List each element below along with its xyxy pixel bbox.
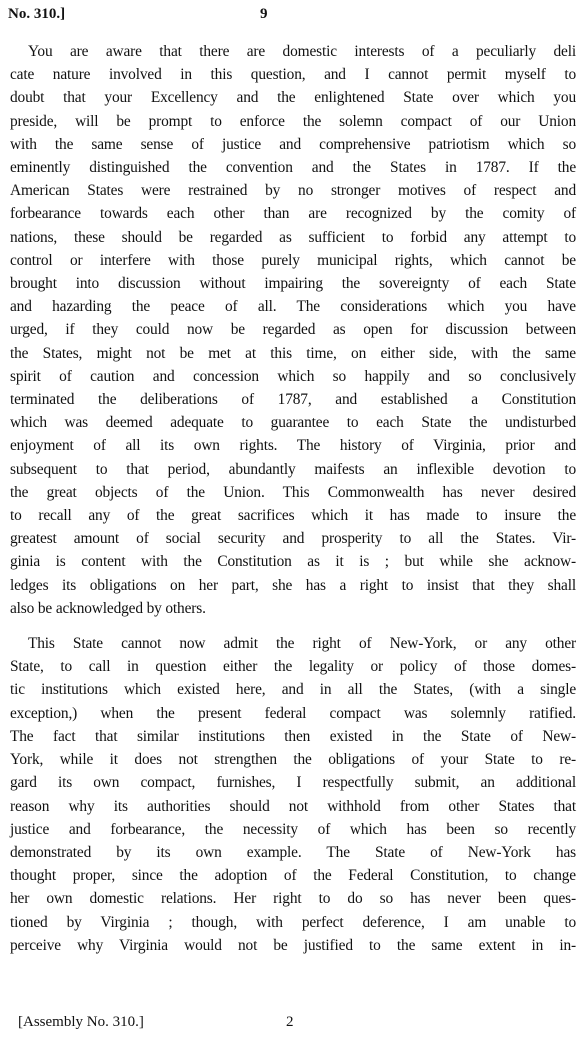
text-line: control or interfere with those purely municipal rights, which cannot be bbox=[10, 251, 576, 269]
signature-number: 2 bbox=[286, 1014, 294, 1030]
text-line: also be acknowledged by others. bbox=[10, 599, 206, 617]
text-line: cate nature involved in this question, and I cannot permit myself to bbox=[10, 66, 576, 84]
text-line: exception,) when the present federal compact was solemnly ratified. bbox=[10, 704, 576, 722]
page-footer bbox=[18, 1014, 418, 1038]
text-line: perceive why Virginia would not be justified to the same extent in in- bbox=[10, 936, 576, 954]
text-line: ginia is content with the Constitution as it is ; but while she acknow- bbox=[10, 553, 576, 571]
text-line: terminated the deliberations of 1787, and established a Constitution bbox=[10, 391, 576, 409]
text-line: greatest amount of social security and prosperity to all the States. Vir- bbox=[10, 530, 576, 548]
text-line: nations, these should be regarded as sufficient to forbid any attempt to bbox=[10, 228, 576, 246]
paragraph-2 bbox=[10, 632, 576, 957]
text-line: gard its own compact, furnishes, I respectfully submit, an additional bbox=[10, 774, 576, 792]
text-line: tic institutions which existed here, and in all the States, (with a single bbox=[10, 681, 576, 699]
text-line: and hazarding the peace of all. The considerations which you have bbox=[10, 298, 576, 316]
text-line: York, while it does not strengthen the obligations of your State to re- bbox=[10, 751, 576, 769]
text-line: which was deemed adequate to guarantee to each State the undisturbed bbox=[10, 414, 576, 432]
page-number: 9 bbox=[260, 6, 268, 22]
text-line: her own domestic relations. Her right to do so has never been ques- bbox=[10, 890, 576, 908]
text-line: with the same sense of justice and comprehensive patriotism which so bbox=[10, 135, 576, 153]
paragraph-1 bbox=[10, 40, 576, 620]
document-number: No. 310.] bbox=[8, 6, 66, 22]
text-line: You are aware that there are domestic interests of a peculiarly deli bbox=[28, 43, 576, 60]
text-line: the States, might not be met at this time, on either side, with the same bbox=[10, 344, 576, 362]
body-text bbox=[10, 40, 576, 957]
text-line: brought into discussion without impairing the sovereignty of each State bbox=[10, 275, 576, 293]
text-line: urged, if they could now be regarded as open for discussion between bbox=[10, 321, 576, 339]
text-line: State, to call in question either the legality or policy of those domes- bbox=[10, 658, 576, 676]
text-line: reason why its authorities should not withhold from other States that bbox=[10, 797, 576, 815]
text-line: ledges its obligations on her part, she has a right to insist that they shall bbox=[10, 576, 576, 594]
text-line: tioned by Virginia ; though, with perfect deference, I am unable to bbox=[10, 913, 576, 931]
text-line: spirit of caution and concession which so happily and so conclusively bbox=[10, 367, 576, 385]
text-line: The fact that similar institutions then existed in the State of New- bbox=[10, 727, 576, 745]
text-line: enjoyment of all its own rights. The history of Virginia, prior and bbox=[10, 437, 576, 455]
text-line: preside, will be prompt to enforce the solemn compact of our Union bbox=[10, 112, 576, 130]
page-header bbox=[8, 6, 583, 30]
text-line: American States were restrained by no stronger motives of respect and bbox=[10, 182, 576, 200]
text-line: doubt that your Excellency and the enlightened State over which you bbox=[10, 89, 576, 107]
text-line: thought proper, since the adoption of the Federal Constitution, to change bbox=[10, 867, 576, 885]
text-line: justice and forbearance, the necessity of which has been so recently bbox=[10, 820, 576, 838]
text-line: to recall any of the great sacrifices which it has made to insure the bbox=[10, 507, 576, 525]
text-line: eminently distinguished the convention and the States in 1787. If the bbox=[10, 159, 576, 177]
text-line: subsequent to that period, abundantly maifests an inflexible devotion to bbox=[10, 460, 576, 478]
text-line: forbearance towards each other than are recognized by the comity of bbox=[10, 205, 576, 223]
text-line: the great objects of the Union. This Commonwealth has never desired bbox=[10, 483, 576, 501]
text-line: demonstrated by its own example. The State of New-York has bbox=[10, 843, 576, 861]
text-line: This State cannot now admit the right of New-York, or any other bbox=[28, 635, 576, 653]
signature-mark: [Assembly No. 310.] bbox=[18, 1014, 144, 1030]
